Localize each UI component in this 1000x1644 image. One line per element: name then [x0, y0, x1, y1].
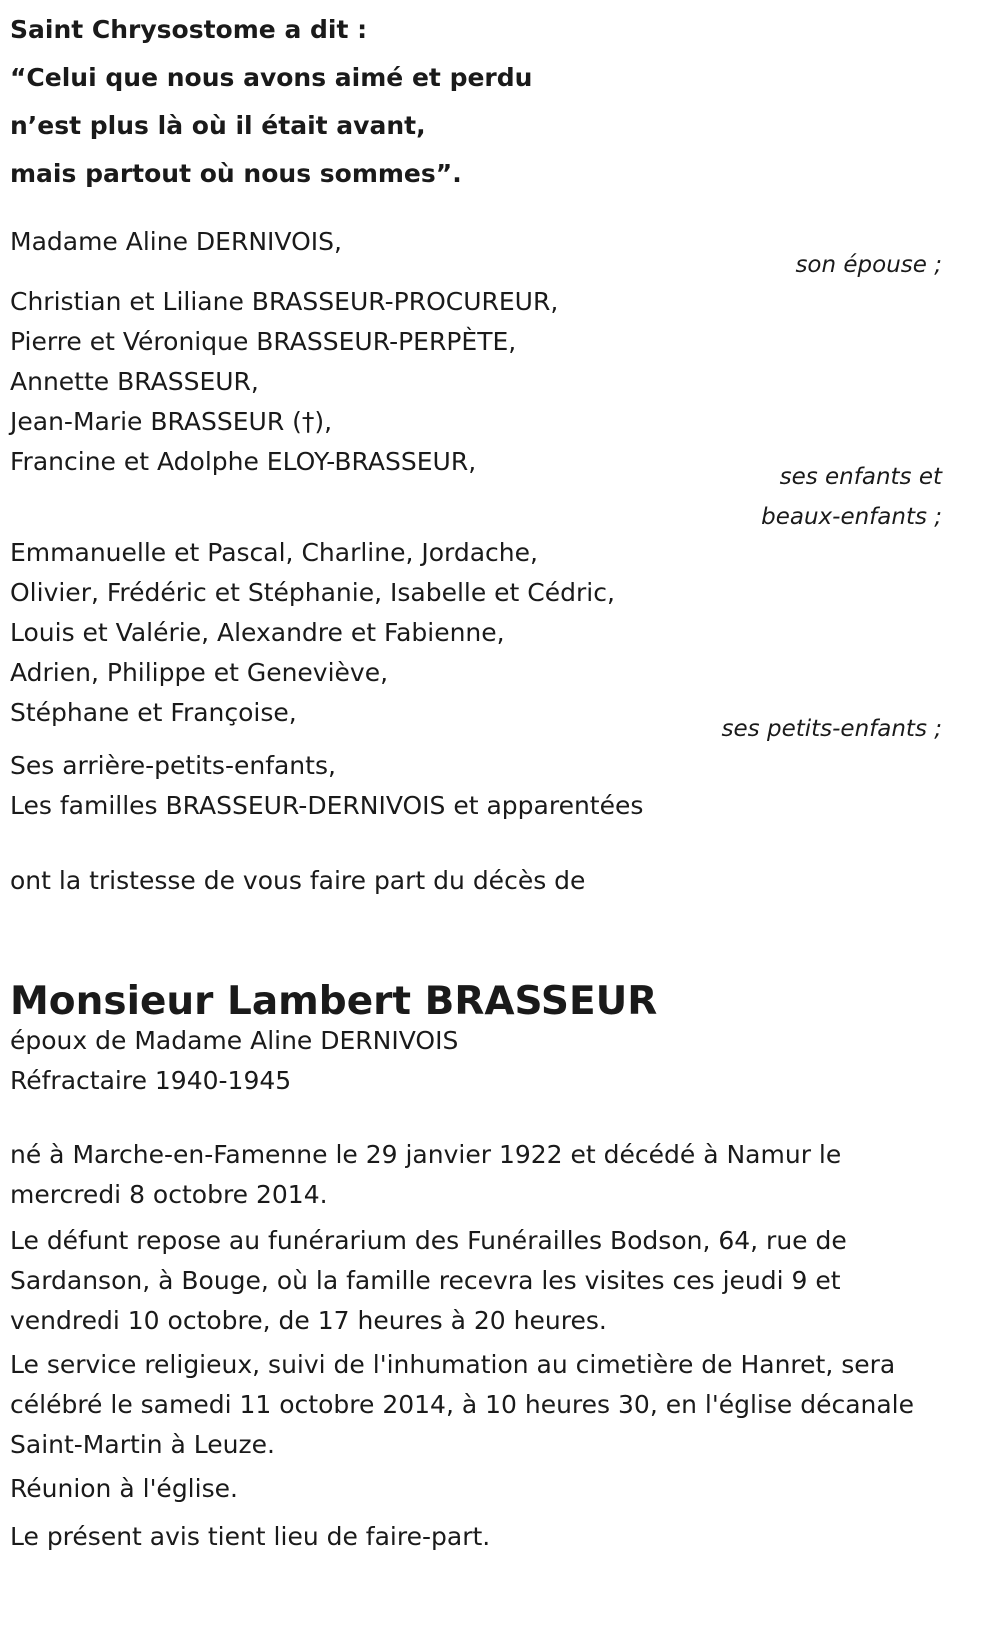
repose-paragraph: Le défunt repose au funérarium des Funérailles Bodson, 64, rue de Sardanson, à Bouge, où la famille recevra les visites ces jeudi 9 et vendredi 10 octobre, de 17 heures à 20 heures. — [10, 1226, 847, 1335]
list-item: Francine et Adolphe ELOY-BRASSEUR, — [10, 447, 477, 476]
notice-note: Le présent avis tient lieu de faire-part. — [10, 1522, 491, 1551]
list-item: Annette BRASSEUR, — [10, 367, 259, 396]
spouse-role: son épouse ; — [795, 252, 942, 278]
list-item: Les familles BRASSEUR-DERNIVOIS et apparentées — [10, 791, 644, 820]
list-item: Stéphane et Françoise, — [10, 698, 297, 727]
grandchildren-list — [10, 533, 615, 733]
reunion-note: Réunion à l'église. — [10, 1474, 238, 1503]
quote-line: mais partout où nous sommes”. — [10, 159, 462, 188]
list-item: Louis et Valérie, Alexandre et Fabienne, — [10, 618, 505, 647]
list-item: Christian et Liliane BRASSEUR-PROCUREUR, — [10, 287, 559, 316]
spouse-section — [10, 222, 342, 262]
grandchildren-role: ses petits-enfants ; — [721, 716, 942, 742]
list-item: Jean-Marie BRASSEUR (†), — [10, 407, 333, 436]
birth-death-paragraph: né à Marche-en-Famenne le 29 janvier 1922 et décédé à Namur le mercredi 8 octobre 2014. — [10, 1140, 842, 1209]
opening-quote — [10, 6, 532, 198]
service-paragraph: Le service religieux, suivi de l'inhumation au cimetière de Hanret, sera célébré le samedi 11 octobre 2014, à 10 heures 30, en l'église décanale Saint-Martin à Leuze. — [10, 1350, 915, 1459]
quote-line: n’est plus là où il était avant, — [10, 111, 426, 140]
spouse-name: Madame Aline DERNIVOIS, — [10, 227, 342, 256]
list-item: Emmanuelle et Pascal, Charline, Jordache, — [10, 538, 538, 567]
list-item: Ses arrière-petits-enfants, — [10, 751, 336, 780]
announcement: ont la tristesse de vous faire part du décès de — [10, 866, 586, 895]
children-role: ses enfants et beaux-enfants ; — [761, 464, 942, 530]
list-item: Olivier, Frédéric et Stéphanie, Isabelle et Cédric, — [10, 578, 615, 607]
quote-line: Saint Chrysostome a dit : — [10, 15, 368, 44]
quote-line: “Celui que nous avons aimé et perdu — [10, 63, 533, 92]
list-item: Pierre et Véronique BRASSEUR-PERPÈTE, — [10, 327, 517, 356]
children-list — [10, 282, 558, 482]
deceased-details: époux de Madame Aline DERNIVOIS Réfractaire 1940-1945 — [10, 1026, 459, 1095]
list-item: Adrien, Philippe et Geneviève, — [10, 658, 389, 687]
other-family — [10, 746, 643, 826]
deceased-name: Monsieur Lambert BRASSEUR — [10, 979, 658, 1024]
